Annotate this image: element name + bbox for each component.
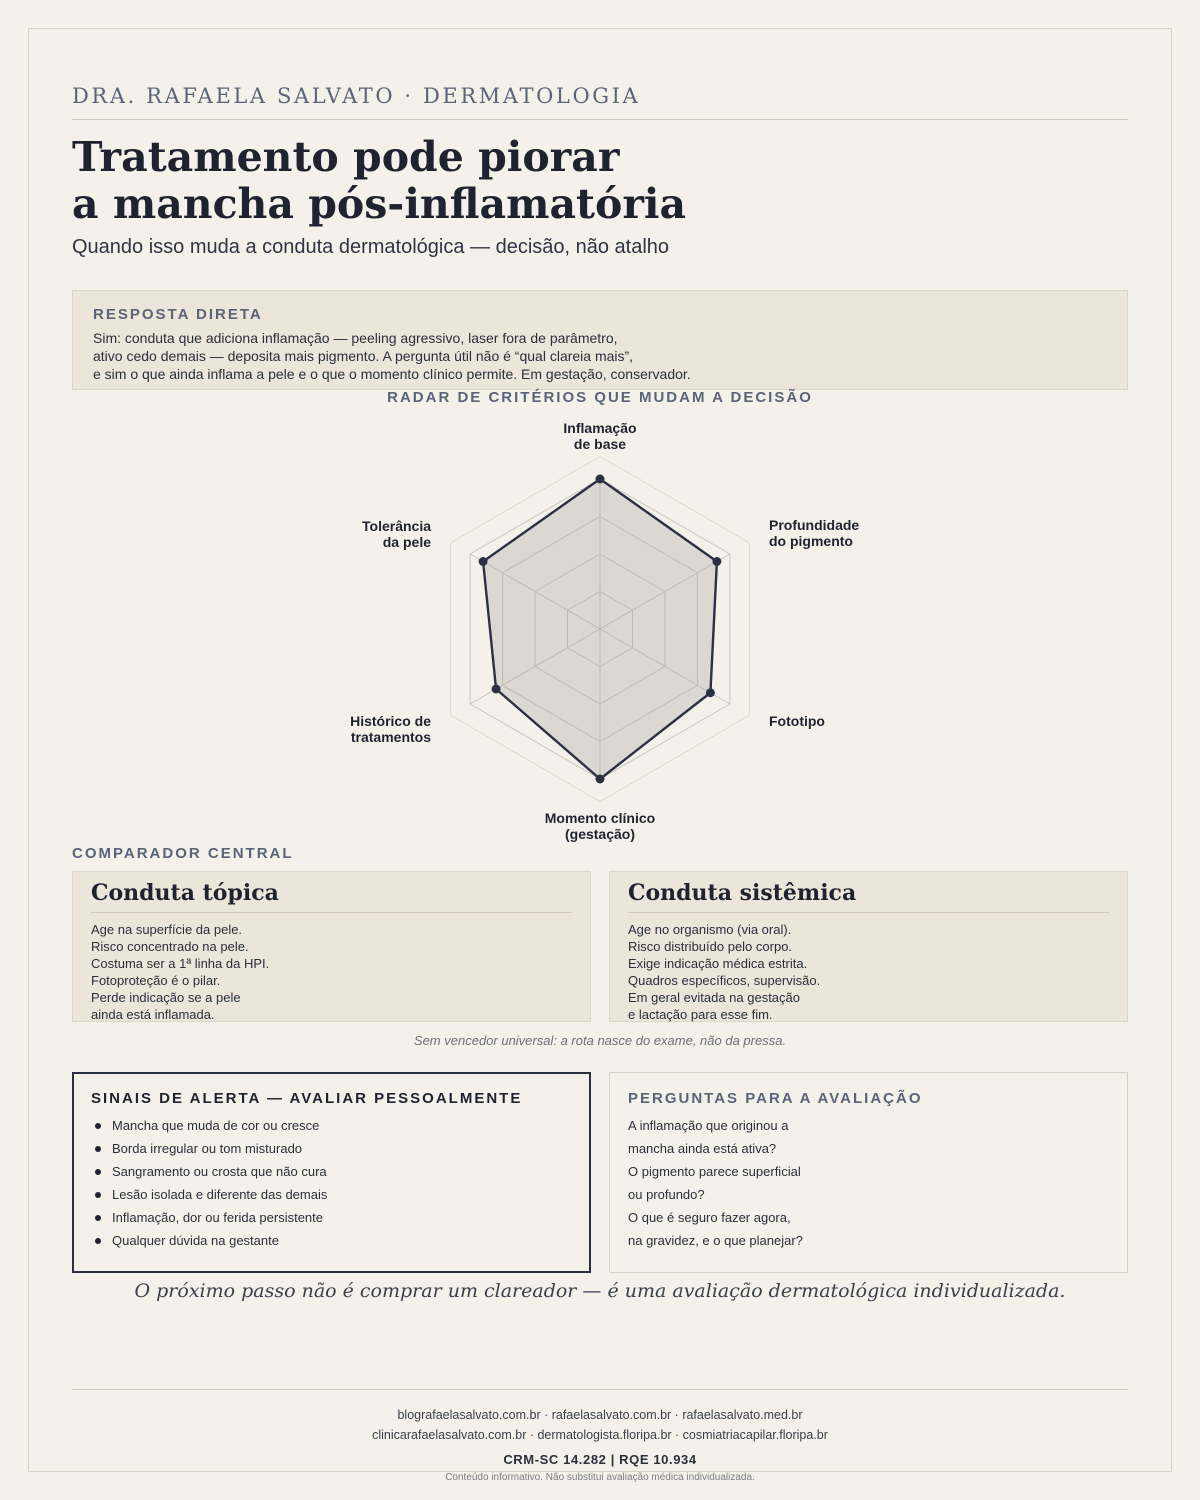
radar-axis-label-historico: Histórico de tratamentos (350, 713, 431, 745)
topical-card (72, 871, 591, 1022)
question-line: O pigmento parece superficial (628, 1164, 801, 1179)
radar-title: RADAR DE CRITÉRIOS QUE MUDAM A DECISÃO (387, 389, 813, 406)
alert-sign-item: Qualquer dúvida na gestante (91, 1229, 327, 1252)
topical-card-body (91, 921, 269, 1023)
alert-signs-list (91, 1114, 327, 1252)
topical-line: Age na superfície da pele. (91, 922, 243, 937)
question-line: O que é seguro fazer agora, (628, 1210, 791, 1225)
question-line: ou profundo? (628, 1187, 705, 1202)
evaluation-questions-label: PERGUNTAS PARA A AVALIAÇÃO (628, 1090, 923, 1107)
systemic-line: Risco distribuído pelo corpo. (628, 939, 793, 954)
radar-axis-label-fototipo: Fototipo (769, 713, 825, 729)
evaluation-questions-box (609, 1072, 1128, 1273)
topical-line: Perde indicação se a pele (91, 990, 241, 1005)
radar-axis-label-inflamacao: Inflamação de base (563, 420, 637, 452)
direct-answer-line: ativo cedo demais — deposita mais pigmento. A pergunta útil não é “qual clareia mais”, (93, 348, 634, 364)
question-line: mancha ainda está ativa? (628, 1141, 777, 1156)
title-line-1: Tratamento pode piorar (72, 133, 620, 181)
alert-sign-item: Sangramento ou crosta que não cura (91, 1160, 327, 1183)
alert-signs-label: SINAIS DE ALERTA — AVALIAR PESSOALMENTE (91, 1090, 523, 1107)
radar-data-point (596, 475, 605, 484)
alert-sign-item: Borda irregular ou tom misturado (91, 1137, 327, 1160)
direct-answer-line: Sim: conduta que adiciona inflamação — peeling agressivo, laser fora de parâmetro, (93, 330, 618, 346)
alert-sign-item: Inflamação, dor ou ferida persistente (91, 1206, 327, 1229)
systemic-line: e lactação para esse fim. (628, 1007, 773, 1022)
systemic-line: Em geral evitada na gestação (628, 990, 800, 1005)
question-line: na gravidez, e o que planejar? (628, 1233, 803, 1248)
systemic-line: Age no organismo (via oral). (628, 922, 792, 937)
footer-divider (72, 1389, 1128, 1390)
radar-axis-label-tolerancia: Tolerância da pele (362, 518, 431, 550)
footer-links-line-2: clinicarafaelasalvato.com.br · dermatologista.floripa.br · cosmiatriacapilar.floripa.br (372, 1428, 828, 1442)
systemic-line: Quadros específicos, supervisão. (628, 973, 821, 988)
comparator-label: COMPARADOR CENTRAL (72, 845, 294, 862)
systemic-line: Exige indicação médica estrita. (628, 956, 808, 971)
page-subtitle: Quando isso muda a conduta dermatológica — decisão, não atalho (72, 236, 670, 258)
radar-data-point (596, 775, 605, 784)
systemic-card-title: Conduta sistêmica (628, 880, 857, 906)
direct-answer-line: e sim o que ainda inflama a pele e o que o momento clínico permite. Em gestação, conservador. (93, 366, 691, 382)
radar-data-point (492, 685, 501, 694)
alert-sign-item: Mancha que muda de cor ou cresce (91, 1114, 327, 1137)
systemic-card (609, 871, 1128, 1022)
question-line: A inflamação que originou a (628, 1118, 789, 1133)
topical-line: Costuma ser a 1ª linha da HPI. (91, 956, 270, 971)
radar-data-point (479, 557, 488, 566)
topical-card-divider (91, 912, 572, 913)
footer-disclaimer: Conteúdo informativo. Não substitui avaliação médica individualizada. (445, 1472, 755, 1483)
systemic-card-divider (628, 912, 1109, 913)
radar-data-point (712, 557, 721, 566)
alert-signs-box (72, 1072, 591, 1273)
closing-statement: O próximo passo não é comprar um clareador — é uma avaliação dermatológica individualizada. (134, 1280, 1066, 1302)
footer-crm: CRM-SC 14.282 | RQE 10.934 (503, 1452, 697, 1467)
evaluation-questions-body (628, 1114, 803, 1252)
radar-data-point (706, 688, 715, 697)
alert-sign-item: Lesão isolada e diferente das demais (91, 1183, 327, 1206)
comparator-caption: Sem vencedor universal: a rota nasce do exame, não da pressa. (413, 1033, 787, 1048)
title-line-2: a mancha pós-inflamatória (72, 180, 687, 228)
footer-links-line-1: blografaelasalvato.com.br · rafaelasalvato.com.br · rafaelasalvato.med.br (397, 1408, 803, 1422)
direct-answer-label: RESPOSTA DIRETA (93, 306, 263, 323)
topical-line: Fotoproteção é o pilar. (91, 973, 221, 988)
radar-axis-label-profundidade: Profundidade do pigmento (769, 517, 860, 549)
systemic-card-body (628, 921, 820, 1023)
topical-line: Risco concentrado na pele. (91, 939, 249, 954)
topical-line: ainda está inflamada. (91, 1007, 215, 1022)
radar-axis-label-momento-clinico: Momento clínico (gestação) (544, 810, 656, 842)
header-eyebrow: DRA. RAFAELA SALVATO · DERMATOLOGIA (72, 84, 641, 108)
topical-card-title: Conduta tópica (91, 880, 279, 906)
